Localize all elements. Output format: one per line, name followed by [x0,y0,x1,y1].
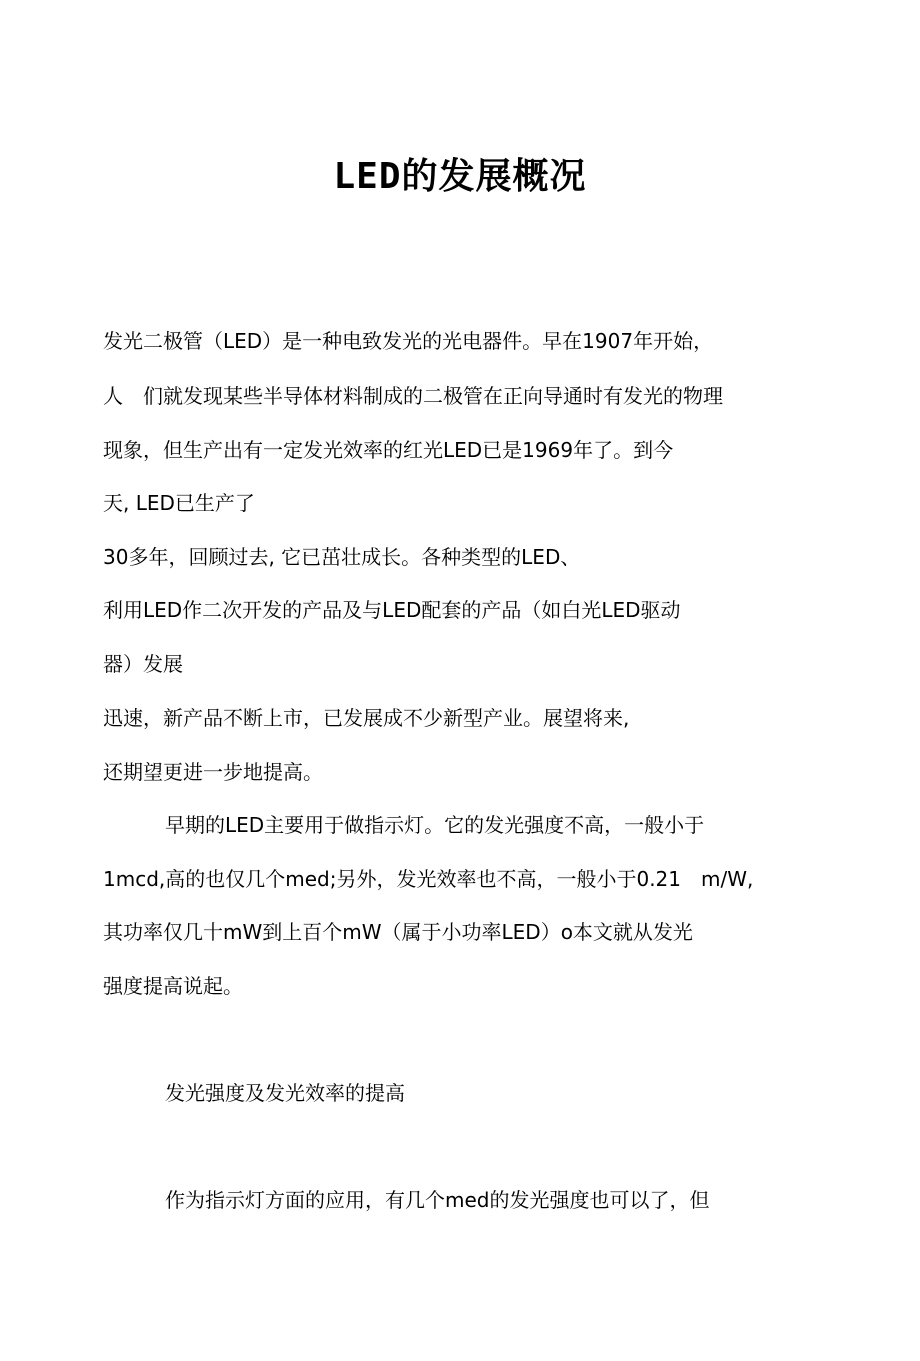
page-title-latin: LED [333,156,402,197]
paragraph-line: 现象，但生产出有一定发光效率的红光LED已是1969年了。到今 [103,438,674,462]
paragraph-line: 强度提高说起。 [103,974,243,998]
paragraph-line: 其功率仅几十mW到上百个mW（属于小功率LED）o本文就从发光 [103,920,693,944]
page-title-cjk: 的发展概况 [401,156,587,197]
paragraph-line: 早期的LED主要用于做指示灯。它的发光强度不高，一般小于 [165,813,705,837]
paragraph-line: 还期望更进一步地提高。 [103,760,323,784]
paragraph-line: 30多年，回顾过去, 它已茁壮成长。各种类型的LED、 [103,545,581,569]
paragraph-line: 利用LED作二次开发的产品及与LED配套的产品（如白光LED驱动 [103,598,681,622]
paragraph-line: 作为指示灯方面的应用，有几个med的发光强度也可以了，但 [165,1188,710,1212]
paragraph-line: 天, LED已生产了 [103,491,255,515]
page-title [0,150,920,204]
paragraph-line: 迅速，新产品不断上市，已发展成不少新型产业。展望将来, [103,706,630,730]
section-heading: 发光强度及发光效率的提高 [165,1081,405,1105]
paragraph-line: 人 们就发现某些半导体材料制成的二极管在正向导通时有发光的物理 [103,384,723,408]
paragraph-line: 发光二极管（LED）是一种电致发光的光电器件。早在1907年开始， [103,329,714,353]
paragraph-line: 1mcd,高的也仅几个med;另外，发光效率也不高，一般小于0.21 m/W, [103,867,754,891]
paragraph-line: 器）发展 [103,652,183,676]
